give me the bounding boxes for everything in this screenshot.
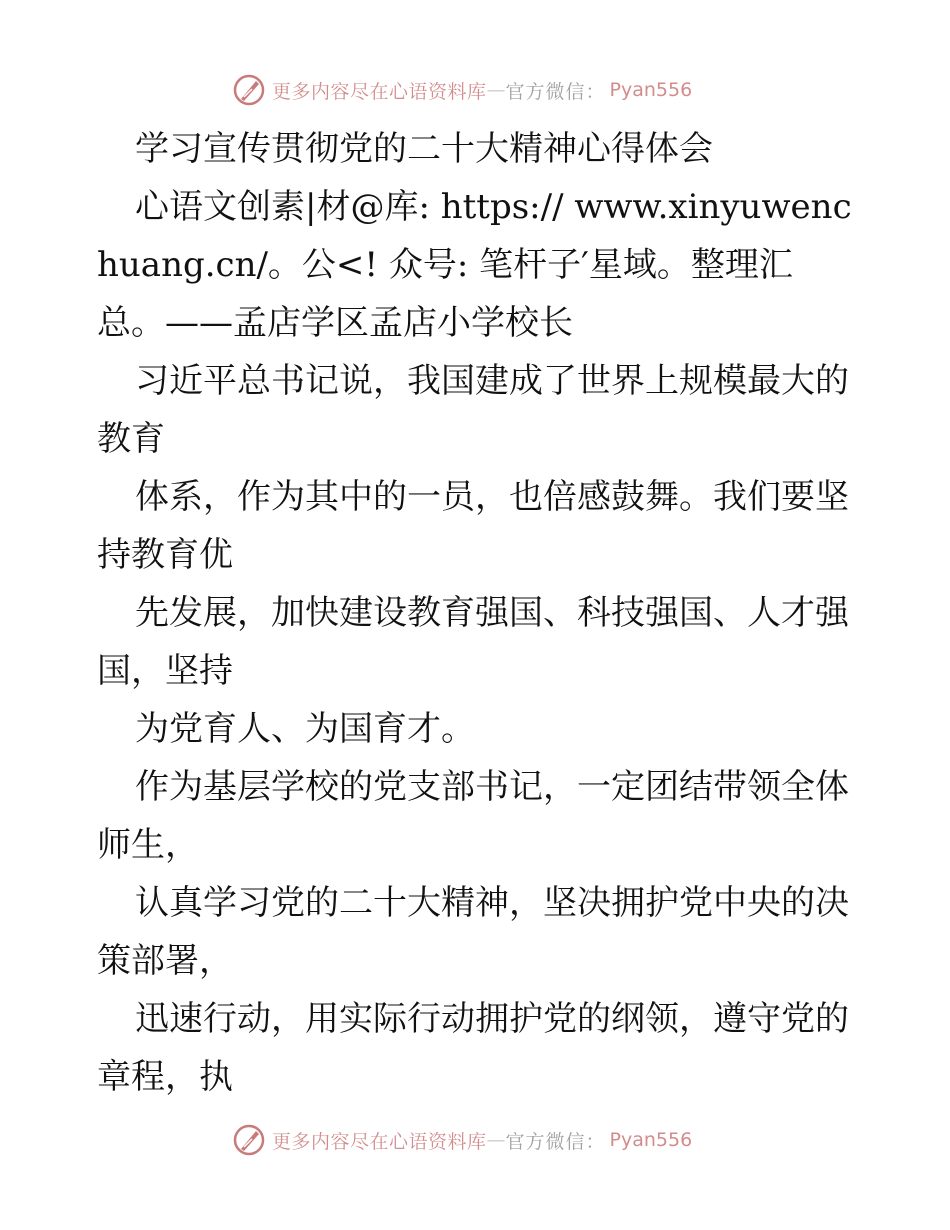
watermark-main-text: 更多内容尽在心语资料库	[272, 80, 487, 103]
watermark-wechat-label: 官方微信：	[505, 80, 606, 103]
watermark-wechat-label: 官方微信：	[505, 1130, 606, 1153]
quill-pen-logo-icon	[232, 1123, 266, 1157]
watermark-dash: —	[486, 79, 506, 101]
footer-watermark	[232, 1120, 692, 1160]
watermark-main-text: 更多内容尽在心语资料库	[272, 1130, 487, 1153]
header-watermark	[232, 70, 692, 110]
quill-pen-logo-icon	[232, 73, 266, 107]
paragraph-4: 为党育人、为国育才。	[135, 709, 475, 749]
paragraph-6: 认真学习党的二十大精神，坚决拥护党中央的决策部署，	[97, 883, 849, 981]
paragraph-2: 体系，作为其中的一员，也倍感鼓舞。我们要坚持教育优	[97, 477, 849, 575]
watermark-dash: —	[486, 1129, 506, 1151]
paragraph-source: 心语文创素|材@库: https:// www.xinyuwenchuang.cn/。公<! 众号: 笔杆子′星域。整理汇总。——孟店学区孟店小学校长	[97, 187, 852, 343]
watermark-wechat-id: Pyan556	[609, 79, 693, 101]
watermark-wechat-id: Pyan556	[609, 1129, 693, 1151]
paragraph-7: 迅速行动，用实际行动拥护党的纲领，遵守党的章程，执	[97, 999, 849, 1097]
paragraph-5: 作为基层学校的党支部书记，一定团结带领全体师生，	[97, 767, 849, 865]
document-title: 学习宣传贯彻党的二十大精神心得体会	[135, 129, 713, 169]
document-body	[97, 120, 857, 1106]
paragraph-3: 先发展，加快建设教育强国、科技强国、人才强国，坚持	[97, 593, 849, 691]
paragraph-1: 习近平总书记说，我国建成了世界上规模最大的教育	[97, 361, 849, 459]
